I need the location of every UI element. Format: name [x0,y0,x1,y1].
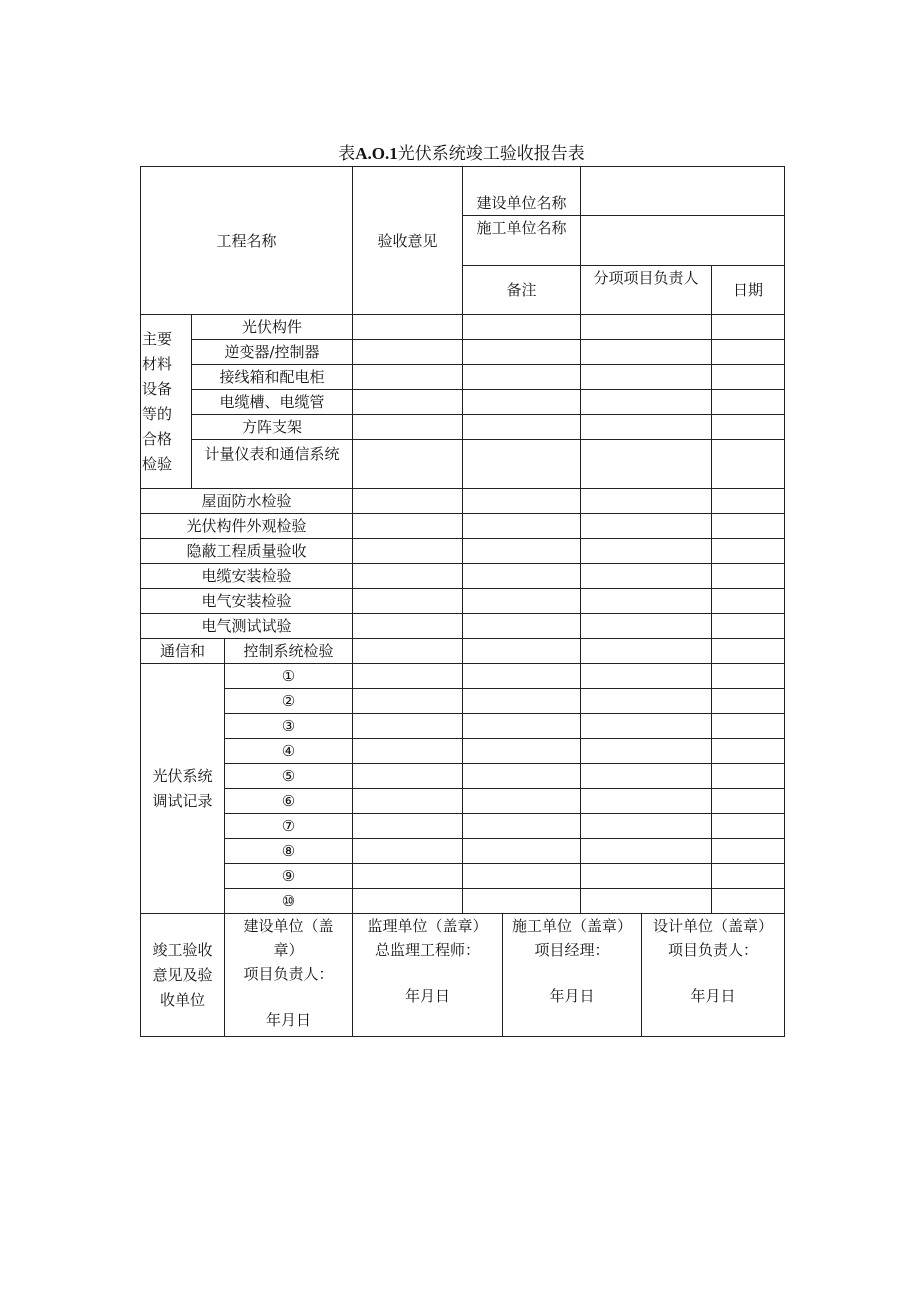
debug-item: ⑩ [225,889,353,914]
builder-unit-name-label: 建设单位名称 [463,167,581,216]
construction-signoff[interactable] [503,914,642,1037]
debug-item: ④ [225,739,353,764]
supervisor-signoff-line: 总监理工程师： [374,941,480,959]
opinion-cell[interactable] [353,340,463,365]
design-signoff-line: 设计单位（盖章） [653,917,774,935]
leader-cell[interactable] [581,789,712,814]
material-item: 电缆槽、电缆管 [192,390,353,415]
leader-cell[interactable] [581,764,712,789]
opinion-cell[interactable] [353,365,463,390]
supervisor-signoff[interactable] [353,914,503,1037]
debug-item: ⑨ [225,864,353,889]
leader-cell[interactable] [581,315,712,340]
date-cell[interactable] [712,390,785,415]
opinion-cell[interactable] [353,864,463,889]
title-text: 光伏系统竣工验收报告表 [397,144,585,164]
leader-cell[interactable] [581,639,712,664]
construction-signoff-line: 项目经理： [534,941,610,959]
remarks-cell[interactable] [463,864,581,889]
date-cell[interactable] [712,415,785,440]
leader-cell[interactable] [581,390,712,415]
materials-label-line: 等的 [142,404,173,423]
remarks-cell[interactable] [463,315,581,340]
design-signoff-date: 年月日 [690,987,736,1005]
opinion-cell[interactable] [353,390,463,415]
opinion-cell[interactable] [353,714,463,739]
supervisor-signoff-line: 监理单位（盖章） [367,917,488,935]
leader-cell[interactable] [581,664,712,689]
date-cell[interactable] [712,764,785,789]
opinion-cell[interactable] [353,789,463,814]
opinion-cell[interactable] [353,589,463,614]
builder-signoff-line: 项目负责人： [243,965,334,983]
date-cell[interactable] [712,489,785,514]
remarks-cell[interactable] [463,390,581,415]
remarks-cell[interactable] [463,489,581,514]
opinion-cell[interactable] [353,564,463,589]
date-cell[interactable] [712,564,785,589]
leader-cell[interactable] [581,564,712,589]
debug-group-label [141,664,225,914]
remarks-cell[interactable] [463,564,581,589]
leader-cell[interactable] [581,889,712,914]
date-cell[interactable] [712,589,785,614]
opinion-cell[interactable] [353,489,463,514]
date-cell[interactable] [712,315,785,340]
date-cell[interactable] [712,340,785,365]
date-cell[interactable] [712,689,785,714]
date-cell[interactable] [712,639,785,664]
leader-cell[interactable] [581,614,712,639]
debug-label-line: 调试记录 [152,791,213,810]
debug-item: ⑧ [225,839,353,864]
debug-item: ② [225,689,353,714]
leader-cell[interactable] [581,589,712,614]
opinion-cell[interactable] [353,764,463,789]
inspection-item: 隐蔽工程质量验收 [141,539,353,564]
materials-label-line: 设备 [142,379,173,398]
inspection-item: 光伏构件外观检验 [141,514,353,539]
inspection-item: 电缆安装检验 [141,564,353,589]
opinion-cell[interactable] [353,889,463,914]
opinion-cell[interactable] [353,639,463,664]
acceptance-opinion-header: 验收意见 [353,167,463,315]
remarks-cell[interactable] [463,664,581,689]
inspection-item: 电气测试试验 [141,614,353,639]
debug-item: ③ [225,714,353,739]
date-cell[interactable] [712,514,785,539]
remarks-cell[interactable] [463,739,581,764]
leader-cell[interactable] [581,440,712,489]
debug-item: ⑤ [225,764,353,789]
materials-label-line: 主要 [142,329,173,348]
leader-cell[interactable] [581,514,712,539]
leader-cell[interactable] [581,739,712,764]
leader-cell[interactable] [581,365,712,390]
date-cell[interactable] [712,714,785,739]
supervisor-signoff-date: 年月日 [404,987,450,1005]
comm-control-label-right: 控制系统检验 [225,639,353,664]
remarks-cell[interactable] [463,440,581,489]
remarks-cell[interactable] [463,714,581,739]
remarks-cell[interactable] [463,889,581,914]
materials-group-label [141,315,192,489]
leader-cell[interactable] [581,864,712,889]
debug-item: ⑥ [225,789,353,814]
materials-label-line: 材料 [142,354,173,373]
opinion-cell[interactable] [353,739,463,764]
remarks-cell[interactable] [463,839,581,864]
remarks-cell[interactable] [463,365,581,390]
date-cell[interactable] [712,440,785,489]
material-item: 接线箱和配电柜 [192,365,353,390]
remarks-cell[interactable] [463,789,581,814]
date-header: 日期 [712,266,785,315]
opinion-cell[interactable] [353,539,463,564]
title-code: A.O.1 [355,144,398,163]
construction-signoff-date: 年月日 [549,987,595,1005]
remarks-cell[interactable] [463,689,581,714]
builder-signoff-line: 章） [273,941,304,959]
opinion-cell[interactable] [353,415,463,440]
signoff-label-line: 收单位 [159,990,205,1009]
date-cell[interactable] [712,739,785,764]
remarks-cell[interactable] [463,814,581,839]
construction-unit-name-label: 施工单位名称 [463,216,581,266]
design-signoff-line: 项目负责人： [668,941,759,959]
signoff-label [141,914,225,1037]
opinion-cell[interactable] [353,614,463,639]
date-cell[interactable] [712,814,785,839]
leader-cell[interactable] [581,814,712,839]
remarks-cell[interactable] [463,340,581,365]
debug-item: ① [225,664,353,689]
date-cell[interactable] [712,789,785,814]
leader-cell[interactable] [581,714,712,739]
leader-cell[interactable] [581,689,712,714]
comm-control-label-left: 通信和 [141,639,225,664]
date-cell[interactable] [712,365,785,390]
title-prefix: 表 [338,144,356,164]
remarks-cell[interactable] [463,614,581,639]
opinion-cell[interactable] [353,814,463,839]
leader-cell[interactable] [581,489,712,514]
date-cell[interactable] [712,614,785,639]
builder-signoff-line: 建设单位（盖 [243,917,334,935]
item-leader-header: 分项项目负责人 [581,266,712,315]
materials-label-line: 检验 [142,454,173,473]
date-cell[interactable] [712,889,785,914]
signoff-label-line: 意见及验 [152,965,213,984]
leader-cell[interactable] [581,839,712,864]
opinion-cell[interactable] [353,315,463,340]
debug-item: ⑦ [225,814,353,839]
construction-unit-name-value[interactable] [581,216,785,266]
builder-signoff[interactable] [225,914,353,1037]
remarks-cell[interactable] [463,764,581,789]
material-item: 计量仪表和通信系统 [192,440,353,489]
opinion-cell[interactable] [353,440,463,489]
opinion-cell[interactable] [353,514,463,539]
material-item: 逆变器/控制器 [192,340,353,365]
remarks-cell[interactable] [463,415,581,440]
leader-cell[interactable] [581,340,712,365]
inspection-item: 屋面防水检验 [141,489,353,514]
opinion-cell[interactable] [353,839,463,864]
construction-signoff-line: 施工单位（盖章） [512,917,633,935]
design-signoff[interactable] [642,914,785,1037]
material-item: 方阵支架 [192,415,353,440]
remarks-header: 备注 [463,266,581,315]
table-title [140,143,783,165]
leader-cell[interactable] [581,539,712,564]
signoff-label-line: 竣工验收 [152,940,213,959]
date-cell[interactable] [712,864,785,889]
debug-label-line: 光伏系统 [152,766,213,785]
remarks-cell[interactable] [463,514,581,539]
remarks-cell[interactable] [463,639,581,664]
material-item: 光伏构件 [192,315,353,340]
remarks-cell[interactable] [463,539,581,564]
remarks-cell[interactable] [463,589,581,614]
date-cell[interactable] [712,664,785,689]
inspection-item: 电气安装检验 [141,589,353,614]
date-cell[interactable] [712,839,785,864]
project-name-header: 工程名称 [141,167,353,315]
acceptance-report-table [140,166,785,1037]
builder-signoff-date: 年月日 [265,1011,311,1029]
date-cell[interactable] [712,539,785,564]
leader-cell[interactable] [581,415,712,440]
opinion-cell[interactable] [353,664,463,689]
builder-unit-name-value[interactable] [581,167,785,216]
opinion-cell[interactable] [353,689,463,714]
materials-label-line: 合格 [142,429,173,448]
